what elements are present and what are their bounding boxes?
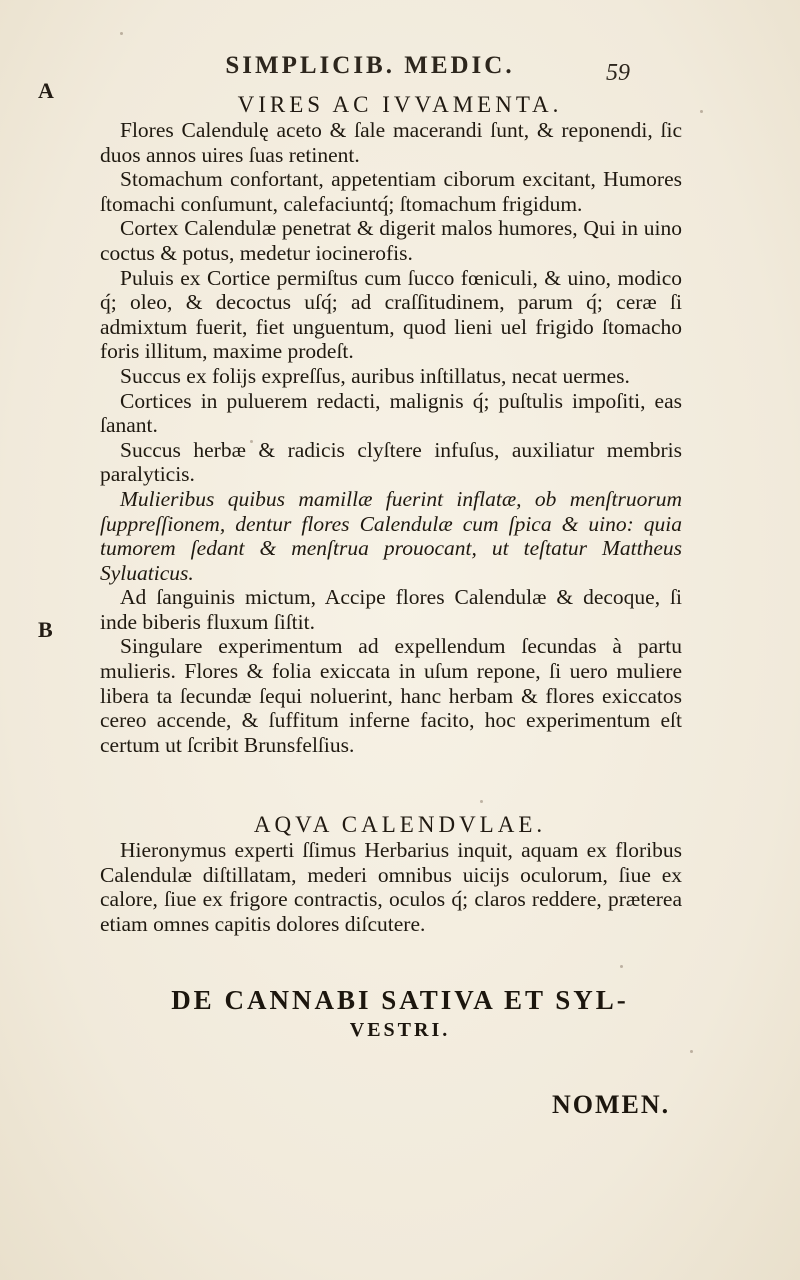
paragraph: Flores Calendulę aceto & ſale macerandi ſunt, & reponendi, ſic duos annos uires ſuas retinent. bbox=[100, 118, 682, 167]
running-head: SIMPLICIB. MEDIC. bbox=[225, 52, 515, 79]
paragraph-italic: Mulieribus quibus mamillæ fuerint inflatæ, ob menſtruorum ſuppreſſionem, dentur flores Calendulæ cum ſpica & uino: quia tumorem ſedant & menſtrua prouocant, ut teſtatur Mattheus Syluaticus. bbox=[100, 486, 682, 585]
section-title-vires: VIRES AC IVVAMENTA. bbox=[237, 92, 563, 117]
paragraph: Puluis ex Cortice permiſtus cum ſucco fœniculi, & uino, modico q́; oleo, & decoctus uſq́; ad craſſitudinem, parum q́; ceræ ſi admixtum fuerit, fiet unguentum, quod lieni uel frigido ſtomacho foris illitum, maxime prodeſt. bbox=[100, 265, 682, 364]
paper-speck bbox=[700, 110, 703, 113]
paragraph: Stomachum confortant, appetentiam ciborum excitant, Humores ſtomachi conſumunt, calefaciuntq́; ſtomachum frigidum. bbox=[100, 167, 682, 216]
chapter-subtitle: VESTRI. bbox=[349, 1019, 451, 1041]
margin-letter-a: A bbox=[38, 78, 54, 103]
paragraph: Succus ex folijs expreſſus, auribus inſtillatus, necat uermes. bbox=[120, 363, 630, 388]
section-title-aqua: AQVA CALENDVLAE. bbox=[253, 812, 547, 837]
main-text bbox=[100, 118, 682, 757]
paper-speck bbox=[480, 800, 483, 803]
paper-speck bbox=[120, 32, 123, 35]
paper-speck bbox=[620, 965, 623, 968]
page-number: 59 bbox=[606, 60, 630, 86]
paragraph: Hieronymus experti ſſimus Herbarius inquit, aquam ex floribus Calendulæ diſtillatam, mederi omnibus uicijs oculorum, ſiue ex calore, ſiue ex frigore contractis, oculos q́; claros reddere, præterea etiam omnes capitis dolores diſcutere. bbox=[100, 838, 682, 936]
chapter-title: DE CANNABI SATIVA ET SYL- bbox=[171, 985, 629, 1015]
paragraph: Ad ſanguinis mictum, Accipe flores Calendulæ & decoque, ſi inde biberis fluxum ſiſtit. bbox=[100, 585, 682, 634]
paragraph: Cortices in puluerem redacti, malignis q́; puſtulis impoſiti, eas ſanant. bbox=[100, 388, 682, 438]
paragraph: Succus herbæ & radicis clyſtere infuſus, auxiliatur membris paralyticis. bbox=[100, 437, 682, 487]
paragraph: Singulare experimentum ad expellendum ſecundas à partu mulieris. Flores & folia exiccata in uſum repone, ſi uero muliere libera ta ſecundæ ſequi noluerint, hanc herbam & flores exiccatos cereo accende, & ſuffitum inferne facito, hoc experimentum eſt certum ut ſcribit Brunsfelſius. bbox=[100, 634, 682, 757]
paper-speck bbox=[250, 440, 253, 443]
margin-letter-b: B bbox=[38, 617, 53, 642]
paragraph: Cortex Calendulæ penetrat & digerit malos humores, Qui in uino coctus & potus, medetur iocinerofis. bbox=[100, 216, 682, 265]
paper-speck bbox=[690, 1050, 693, 1053]
catchword: NOMEN. bbox=[552, 1090, 671, 1119]
aqua-text bbox=[100, 838, 682, 936]
